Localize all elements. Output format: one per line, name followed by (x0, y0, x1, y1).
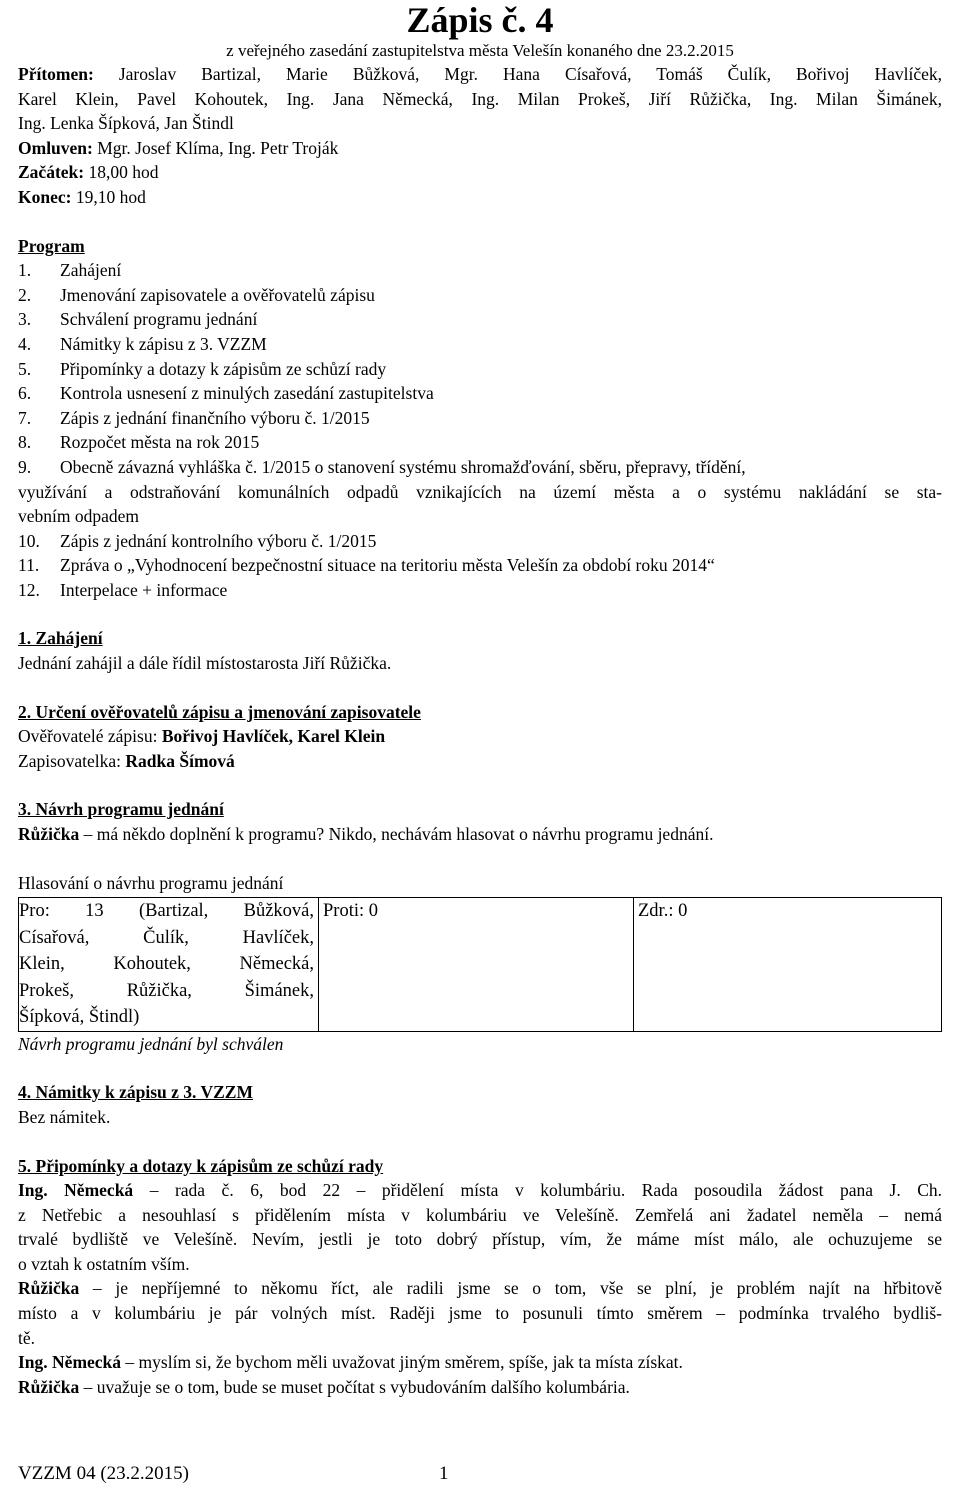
verifiers-line (18, 724, 942, 749)
program-item (18, 406, 942, 431)
document-subtitle: z veřejného zasedání zastupitelstva města Velešín konaného dne 23.2.2015 (226, 41, 734, 60)
program-item-number: 11. (18, 555, 40, 576)
speaker-name: Ing. Německá (18, 1180, 134, 1201)
program-section (18, 234, 942, 603)
program-item-number: 5. (18, 358, 32, 379)
end-time: 19,10 hod (75, 186, 146, 207)
program-item-text: Kontrola usnesení z minulých zasedání zastupitelstva (60, 383, 434, 404)
program-item-text: Rozpočet města na rok 2015 (60, 432, 260, 453)
recorder-name: Radka Šímová (125, 750, 235, 771)
paragraph-line: z Netřebic a nesouhlasí s přidělením místa v kolumbáriu ve Velešíně. Zemřelá ani žadatel neměla – nemá (18, 1204, 942, 1225)
paragraph-line: o vztah k ostatním vším. (18, 1253, 190, 1274)
vote-table (18, 897, 942, 1032)
section-1 (18, 626, 942, 675)
document-title: Zápis č. 4 (406, 0, 554, 40)
program-item-number: 12. (18, 579, 40, 600)
program-item-number: 6. (18, 383, 32, 404)
program-item-number: 7. (18, 407, 32, 428)
program-item-first-line (18, 455, 942, 480)
program-item (18, 258, 942, 283)
paragraph-line: místo a v kolumbáriu je pár volných míst. Raději jsme to posunuli tímto směrem – podmínka trvalého bydliš- (18, 1303, 942, 1324)
vote-pro-line: Prokeš, Růžička, Šimánek, (19, 980, 314, 1001)
paragraph-line (18, 1350, 942, 1375)
speaker-text: – má někdo doplnění k programu? Nikdo, nechávám hlasovat o návrhu programu jednání. (83, 824, 714, 845)
program-item-number: 2. (18, 284, 32, 305)
section-4-text: Bez námitek. (18, 1106, 111, 1127)
section-1-heading: 1. Zahájení (18, 628, 103, 649)
excused-names: Mgr. Josef Klíma, Ing. Petr Troják (97, 137, 339, 158)
start-time: 18,00 hod (88, 162, 159, 183)
recorder-line (18, 749, 942, 774)
section-5 (18, 1154, 942, 1400)
vote-pro-line: Císařová, Čulík, Havlíček, (19, 927, 314, 948)
program-item-text: Zápis z jednání finančního výboru č. 1/2015 (60, 407, 370, 428)
start-label: Začátek: (18, 162, 85, 183)
program-item (18, 283, 942, 308)
section-1-text: Jednání zahájil a dále řídil místostarosta Jiří Růžička. (18, 653, 392, 674)
recorder-label: Zapisovatelka: (18, 750, 122, 771)
start-line (18, 160, 942, 185)
program-heading: Program (18, 235, 85, 256)
section-3-text (18, 822, 942, 847)
speaker-text: – uvažuje se o tom, bude se muset počítat s vybudováním dalšího kolumbária. (83, 1376, 630, 1397)
speaker-name: Růžička (18, 1376, 80, 1397)
end-line (18, 185, 942, 210)
program-item (18, 553, 942, 578)
section-3-heading: 3. Návrh programu jednání (18, 799, 224, 820)
present-line-2: Karel Klein, Pavel Kohoutek, Ing. Jana Německá, Ing. Milan Prokeš, Jiří Růžička, Ing. Milan Šimánek, (18, 88, 942, 109)
end-label: Konec: (18, 186, 72, 207)
program-item-text: Námitky k zápisu z 3. VZZM (60, 333, 267, 354)
program-item (18, 381, 942, 406)
footer-doc-id: VZZM 04 (23.2.2015) (18, 1463, 189, 1484)
program-item-continuation: vebním odpadem (18, 506, 140, 527)
program-item (18, 455, 942, 529)
excused-line (18, 136, 942, 161)
attendance-block (18, 62, 942, 210)
vote-proti-cell: Proti: 0 (319, 898, 634, 1032)
vote-result: Návrh programu jednání byl schválen (18, 1033, 284, 1054)
vote-pro-cell (19, 898, 319, 1032)
program-item-continuation: využívání a odstraňování komunálních odpadů vznikajících na území města a o systému nakládání se sta- (18, 481, 942, 502)
paragraph-line (18, 1178, 942, 1203)
program-item-number: 10. (18, 530, 40, 551)
program-item-text: Jmenování zapisovatele a ověřovatelů zápisu (60, 284, 375, 305)
present-names-1: Jaroslav Bartizal, Marie Bůžková, Mgr. Hana Císařová, Tomáš Čulík, Bořivoj Havlíček, (118, 64, 943, 84)
speaker-name: Růžička (18, 1278, 80, 1299)
section-4-heading: 4. Námitky k zápisu z 3. VZZM (18, 1082, 253, 1103)
program-item-text: Zahájení (60, 260, 122, 281)
paragraph-line (18, 1375, 942, 1400)
program-item (18, 430, 942, 455)
vote-heading: Hlasování o návrhu programu jednání (18, 872, 284, 893)
paragraph-line (18, 1276, 942, 1301)
vote-pro-line: Pro: 13 (Bartizal, Bůžková, (19, 901, 314, 922)
program-item-number: 8. (18, 432, 32, 453)
verifiers-names: Bořivoj Havlíček, Karel Klein (161, 726, 386, 747)
program-item-text: Obecně závazná vyhláška č. 1/2015 o stanovení systému shromažďování, sběru, přepravy, třídění, (60, 456, 746, 477)
section-4 (18, 1080, 942, 1129)
program-item (18, 307, 942, 332)
speaker-text: – je nepříjemné to někomu říct, ale radili jsme se o tom, vše se plní, je problém najít na hřbitově (92, 1278, 943, 1299)
section-3 (18, 797, 942, 1056)
speaker-text: – rada č. 6, bod 22 – přidělení místa v kolumbáriu. Rada posoudila žádost pana J. Ch. (149, 1180, 943, 1201)
footer-page-number: 1 (438, 1463, 449, 1484)
document-page (18, 0, 942, 1399)
program-item-text: Interpelace + informace (60, 579, 228, 600)
excused-label: Omluven: (18, 137, 93, 158)
program-item-number: 9. (18, 456, 32, 477)
program-item-number: 4. (18, 333, 32, 354)
program-item-text: Schválení programu jednání (60, 309, 258, 330)
vote-row (19, 898, 942, 1032)
present-label: Přítomen: (18, 64, 94, 84)
program-item (18, 332, 942, 357)
program-item (18, 357, 942, 382)
section-2 (18, 700, 942, 774)
vote-zdr-cell: Zdr.: 0 (634, 898, 942, 1032)
program-item-number: 1. (18, 260, 32, 281)
present-line-3: Ing. Lenka Šípková, Jan Štindl (18, 113, 234, 134)
paragraph-line: tě. (18, 1327, 36, 1348)
speaker-name: Růžička (18, 824, 80, 845)
vote-pro-line: Šípková, Štindl) (19, 1007, 140, 1028)
speaker-name: Ing. Německá (18, 1352, 122, 1373)
paragraph-line: trvalé bydliště ve Velešíně. Nevím, jestli je toto dobrý přístup, vím, že máme míst málo, ale ochuzujeme se (18, 1229, 942, 1250)
vote-pro-line: Klein, Kohoutek, Německá, (19, 954, 314, 975)
program-item-number: 3. (18, 309, 32, 330)
speaker-text: – myslím si, že bychom měli uvažovat jiným směrem, spíše, jak ta místa získat. (125, 1352, 683, 1373)
program-item-text: Zápis z jednání kontrolního výboru č. 1/2015 (60, 530, 377, 551)
page-footer (18, 1462, 448, 1486)
section-2-heading: 2. Určení ověřovatelů zápisu a jmenování zapisovatele (18, 701, 421, 722)
section-5-heading: 5. Připomínky a dotazy k zápisům ze schůzí rady (18, 1155, 384, 1176)
program-item-text: Zpráva o „Vyhodnocení bezpečnostní situace na teritoriu města Velešín za období roku 2014“ (60, 555, 715, 576)
verifiers-label: Ověřovatelé zápisu: (18, 726, 158, 747)
program-item (18, 529, 942, 554)
present-line-1 (18, 62, 942, 87)
program-item-text: Připomínky a dotazy k zápisům ze schůzí rady (60, 358, 387, 379)
program-item (18, 578, 942, 603)
